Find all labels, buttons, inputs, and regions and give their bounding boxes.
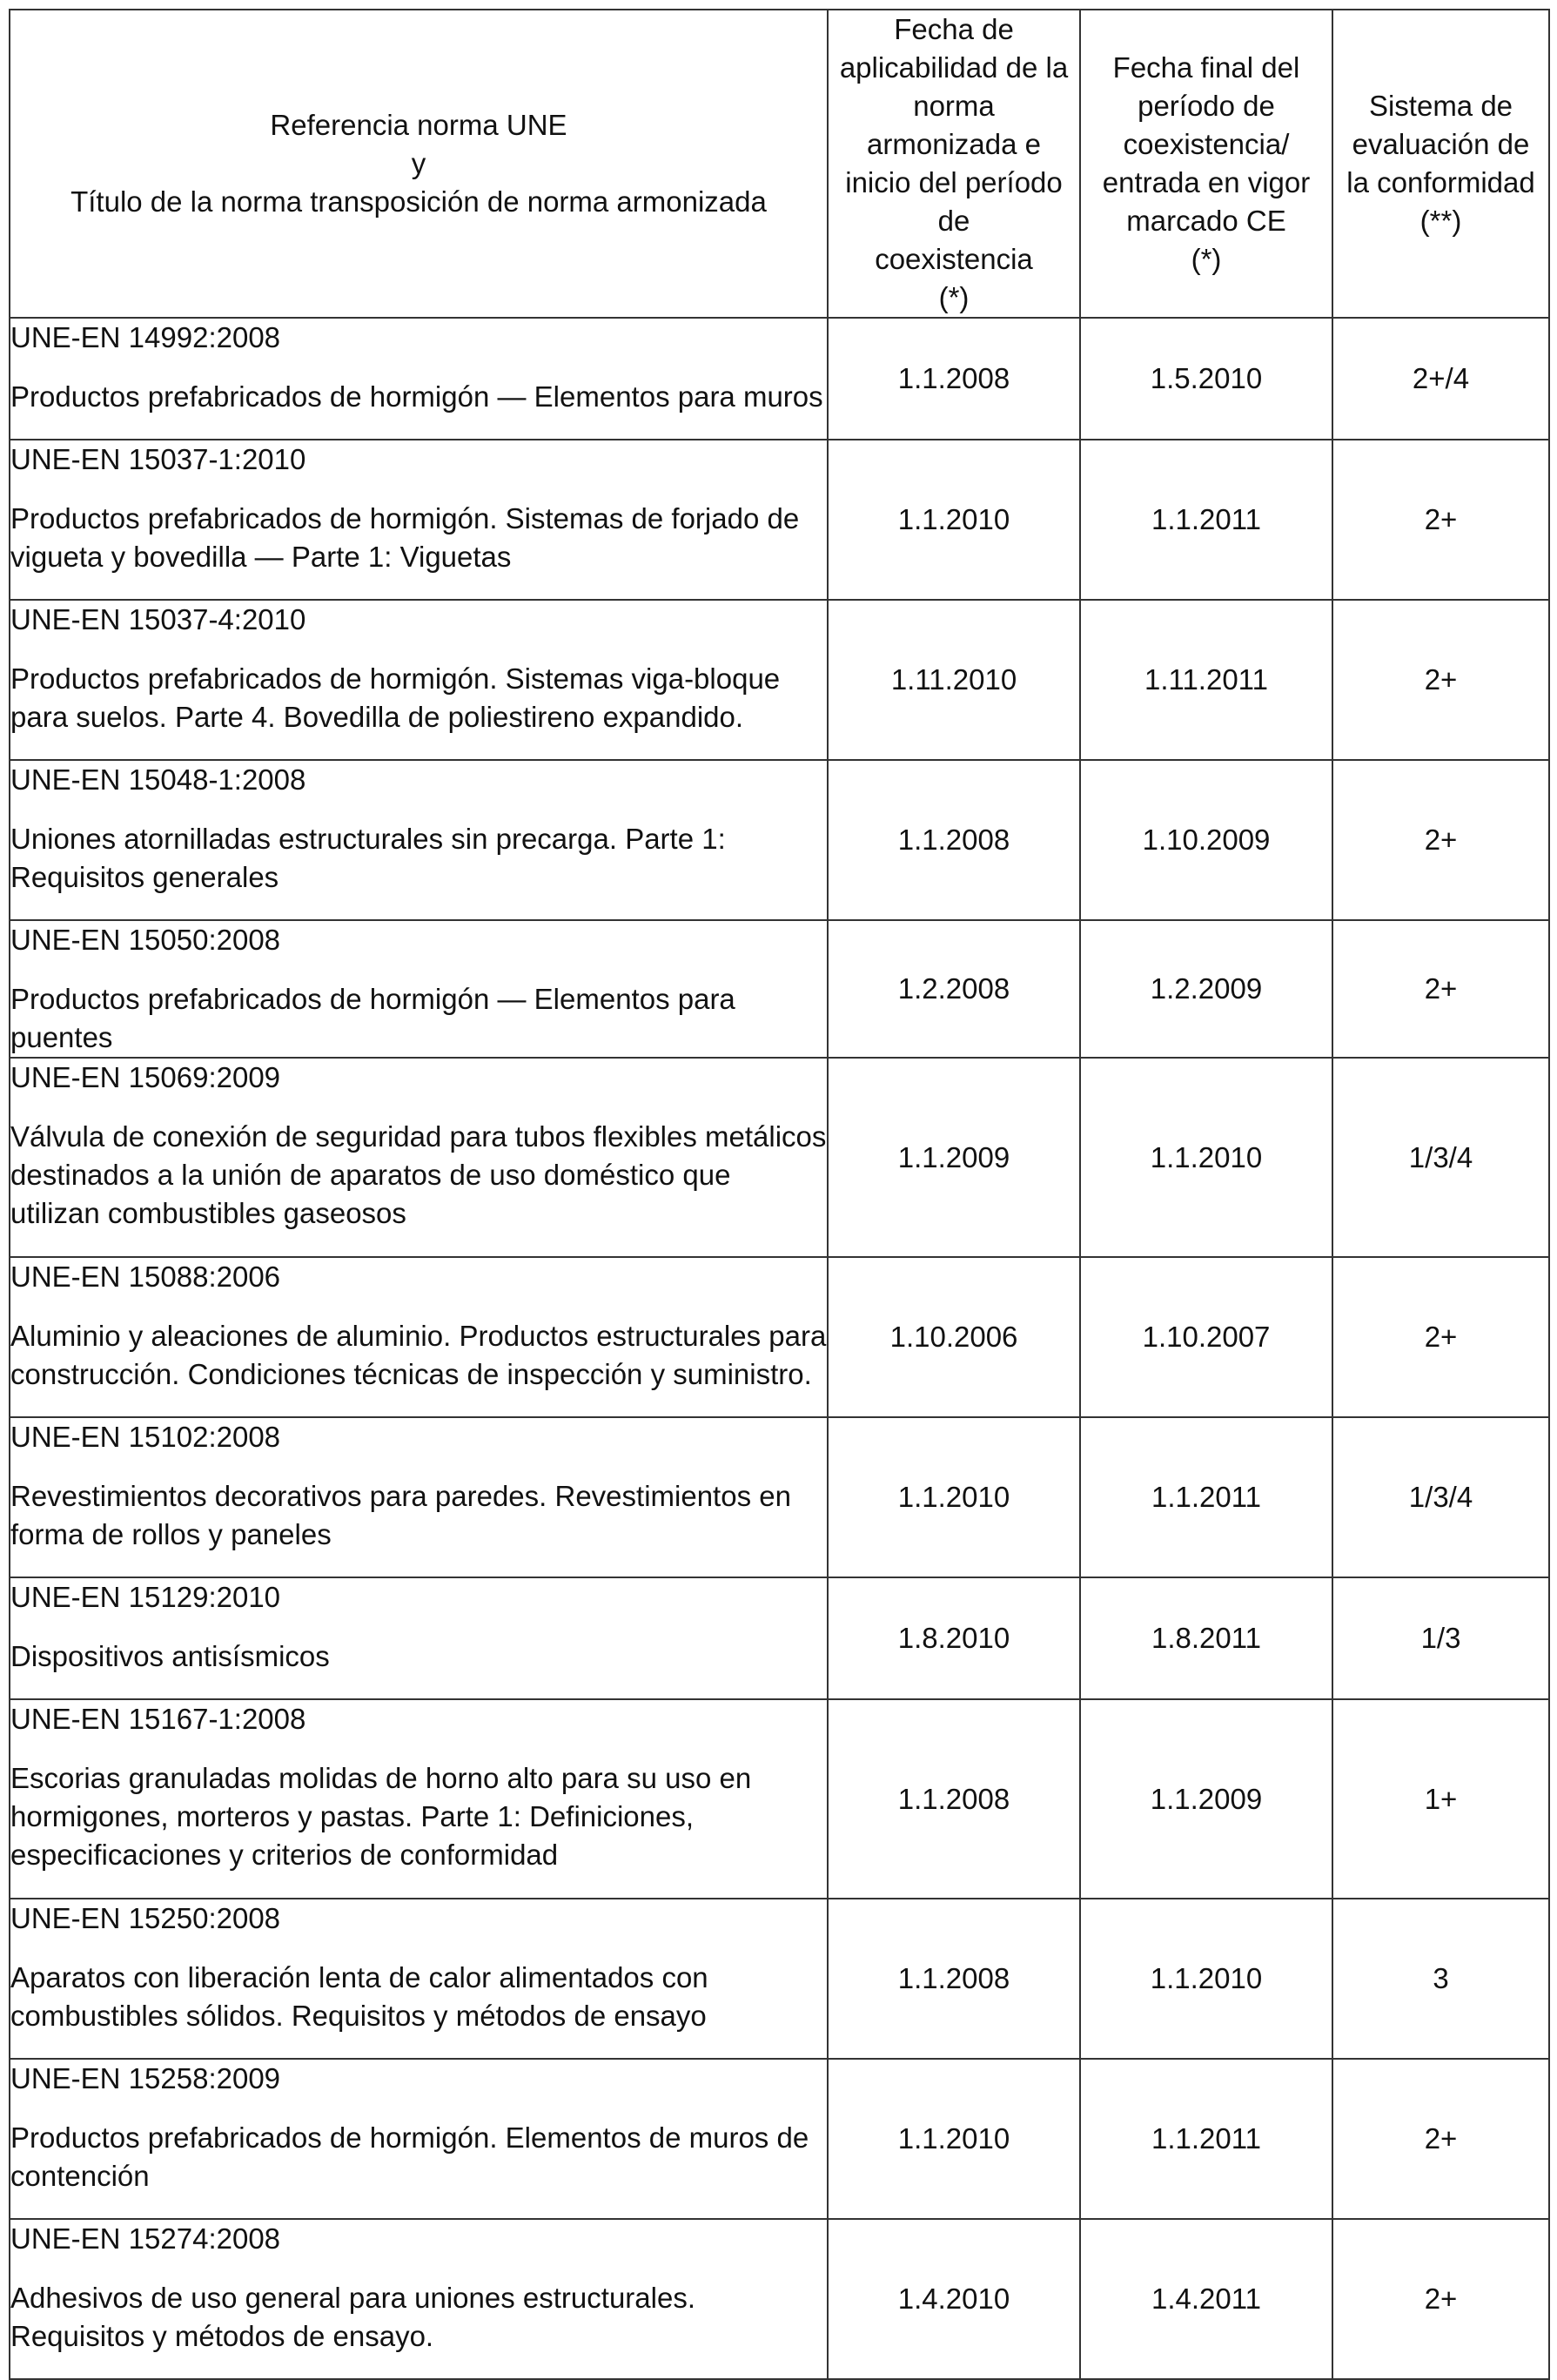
- standard-reference-cell: [10, 1058, 828, 1257]
- conformity-system-cell: 2+: [1332, 920, 1549, 1058]
- applicability-date-cell: 1.1.2008: [828, 1699, 1080, 1899]
- coexistence-end-date-cell: 1.10.2009: [1080, 760, 1332, 920]
- table-row: [10, 2059, 1549, 2219]
- conformity-system-cell: 2+: [1332, 2219, 1549, 2379]
- header-system-line: (**): [1419, 205, 1462, 237]
- header-conformity-system: [1332, 10, 1549, 318]
- conformity-system-cell: 2+: [1332, 2059, 1549, 2219]
- standard-reference-cell: [10, 1699, 828, 1899]
- header-reference-line: Título de la norma transposición de norma armonizada: [70, 185, 767, 218]
- standard-title: Productos prefabricados de hormigón. Sistemas de forjado de vigueta y bovedilla — Parte 1: Viguetas: [10, 502, 800, 573]
- standard-code: UNE-EN 15250:2008: [10, 1902, 281, 1934]
- coexistence-end-date-cell: 1.11.2011: [1080, 600, 1332, 760]
- standard-code: UNE-EN 15037-4:2010: [10, 603, 306, 635]
- standard-title: Adhesivos de uso general para uniones estructurales. Requisitos y métodos de ensayo.: [10, 2282, 695, 2352]
- conformity-system-cell: 1/3: [1332, 1577, 1549, 1699]
- coexistence-end-date-cell: 1.5.2010: [1080, 318, 1332, 440]
- standard-reference-cell: [10, 1417, 828, 1577]
- coexistence-end-date-cell: 1.8.2011: [1080, 1577, 1332, 1699]
- header-system-line: la conformidad: [1346, 166, 1535, 198]
- standard-code: UNE-EN 15167-1:2008: [10, 1703, 306, 1735]
- applicability-date-cell: 1.1.2010: [828, 2059, 1080, 2219]
- conformity-system-cell: 2+/4: [1332, 318, 1549, 440]
- conformity-system-cell: 2+: [1332, 760, 1549, 920]
- applicability-date-cell: 1.1.2008: [828, 1899, 1080, 2059]
- header-coexistence-end-date: [1080, 10, 1332, 318]
- table-row: [10, 1257, 1549, 1417]
- applicability-date-cell: 1.8.2010: [828, 1577, 1080, 1699]
- coexistence-end-date-cell: 1.1.2010: [1080, 1899, 1332, 2059]
- coexistence-end-date-cell: 1.10.2007: [1080, 1257, 1332, 1417]
- header-applicability-line: (*): [938, 281, 970, 313]
- standard-reference-cell: [10, 1577, 828, 1699]
- applicability-date-cell: 1.1.2008: [828, 760, 1080, 920]
- conformity-system-cell: 1/3/4: [1332, 1417, 1549, 1577]
- applicability-date-cell: 1.2.2008: [828, 920, 1080, 1058]
- standard-reference-cell: [10, 440, 828, 600]
- standard-reference-cell: [10, 318, 828, 440]
- header-applicability-date: [828, 10, 1080, 318]
- standard-title: Uniones atornilladas estructurales sin precarga. Parte 1: Requisitos generales: [10, 823, 726, 893]
- header-applicability-line: norma armonizada e: [867, 90, 1041, 160]
- applicability-date-cell: 1.1.2008: [828, 318, 1080, 440]
- standard-code: UNE-EN 15050:2008: [10, 924, 281, 956]
- applicability-date-cell: 1.4.2010: [828, 2219, 1080, 2379]
- table-body: [10, 318, 1549, 2379]
- header-end-line: coexistencia/: [1123, 128, 1290, 160]
- applicability-date-cell: 1.1.2009: [828, 1058, 1080, 1257]
- coexistence-end-date-cell: 1.1.2011: [1080, 1417, 1332, 1577]
- standard-title: Productos prefabricados de hormigón. Sistemas viga-bloque para suelos. Parte 4. Bovedilla de poliestireno expandido.: [10, 662, 781, 733]
- header-end-line: entrada en vigor: [1102, 166, 1311, 198]
- applicability-date-cell: 1.1.2010: [828, 1417, 1080, 1577]
- applicability-date-cell: 1.10.2006: [828, 1257, 1080, 1417]
- standard-reference-cell: [10, 760, 828, 920]
- table-row: [10, 440, 1549, 600]
- standard-title: Dispositivos antisísmicos: [10, 1640, 330, 1672]
- applicability-date-cell: 1.11.2010: [828, 600, 1080, 760]
- standard-code: UNE-EN 15258:2009: [10, 2062, 281, 2094]
- standard-code: UNE-EN 14992:2008: [10, 321, 281, 353]
- standard-code: UNE-EN 15048-1:2008: [10, 763, 306, 796]
- standard-title: Revestimientos decorativos para paredes. Revestimientos en forma de rollos y paneles: [10, 1480, 791, 1550]
- conformity-system-cell: 1+: [1332, 1699, 1549, 1899]
- standard-reference-cell: [10, 1899, 828, 2059]
- standard-reference-cell: [10, 1257, 828, 1417]
- standard-reference-cell: [10, 2219, 828, 2379]
- standard-code: UNE-EN 15069:2009: [10, 1061, 281, 1093]
- header-applicability-line: Fecha de: [894, 13, 1014, 45]
- standard-title: Aluminio y aleaciones de aluminio. Productos estructurales para construcción. Condiciones técnicas de inspección y suministro.: [10, 1320, 827, 1390]
- table-row: [10, 1699, 1549, 1899]
- standard-reference-cell: [10, 920, 828, 1058]
- table-row: [10, 1417, 1549, 1577]
- table-row: [10, 1899, 1549, 2059]
- coexistence-end-date-cell: 1.1.2011: [1080, 2059, 1332, 2219]
- standard-reference-cell: [10, 600, 828, 760]
- table-row: [10, 920, 1549, 1058]
- coexistence-end-date-cell: 1.1.2009: [1080, 1699, 1332, 1899]
- coexistence-end-date-cell: 1.2.2009: [1080, 920, 1332, 1058]
- header-applicability-line: inicio del período de: [845, 166, 1063, 237]
- standard-title: Productos prefabricados de hormigón — Elementos para muros: [10, 380, 823, 413]
- header-end-line: marcado CE: [1126, 205, 1286, 237]
- standard-title: Escorias granuladas molidas de horno alto para su uso en hormigones, morteros y pastas. Parte 1: Definiciones, especificaciones y criterios de conformidad: [10, 1762, 752, 1871]
- header-reference-line: y: [411, 147, 426, 179]
- conformity-system-cell: 1/3/4: [1332, 1058, 1549, 1257]
- header-applicability-line: aplicabilidad de la: [839, 51, 1069, 84]
- header-system-line: Sistema de: [1368, 90, 1513, 122]
- coexistence-end-date-cell: 1.1.2011: [1080, 440, 1332, 600]
- header-end-line: período de: [1138, 90, 1275, 122]
- header-applicability-line: coexistencia: [875, 243, 1033, 275]
- standard-code: UNE-EN 15129:2010: [10, 1581, 281, 1613]
- standard-title: Válvula de conexión de seguridad para tubos flexibles metálicos destinados a la unión de aparatos de uso doméstico que utilizan combustibles gaseosos: [10, 1120, 827, 1229]
- coexistence-end-date-cell: 1.4.2011: [1080, 2219, 1332, 2379]
- header-end-line: Fecha final del: [1112, 51, 1300, 84]
- applicability-date-cell: 1.1.2010: [828, 440, 1080, 600]
- harmonized-standards-table: [9, 9, 1550, 2380]
- coexistence-end-date-cell: 1.1.2010: [1080, 1058, 1332, 1257]
- conformity-system-cell: 2+: [1332, 600, 1549, 760]
- standard-code: UNE-EN 15088:2006: [10, 1261, 281, 1293]
- table-row: [10, 318, 1549, 440]
- header-end-line: (*): [1191, 243, 1222, 275]
- standard-code: UNE-EN 15102:2008: [10, 1421, 281, 1453]
- header-reference-line: Referencia norma UNE: [270, 109, 567, 141]
- table-row: [10, 1577, 1549, 1699]
- header-system-line: evaluación de: [1352, 128, 1530, 160]
- table-row: [10, 600, 1549, 760]
- table-row: [10, 1058, 1549, 1257]
- conformity-system-cell: 3: [1332, 1899, 1549, 2059]
- conformity-system-cell: 2+: [1332, 1257, 1549, 1417]
- standard-title: Productos prefabricados de hormigón. Elementos de muros de contención: [10, 2121, 809, 2192]
- standard-title: Aparatos con liberación lenta de calor alimentados con combustibles sólidos. Requisitos y métodos de ensayo: [10, 1961, 708, 2032]
- standard-reference-cell: [10, 2059, 828, 2219]
- table-row: [10, 760, 1549, 920]
- standard-code: UNE-EN 15274:2008: [10, 2222, 281, 2255]
- standard-code: UNE-EN 15037-1:2010: [10, 443, 306, 475]
- table-header-row: [10, 10, 1549, 318]
- table-row: [10, 2219, 1549, 2379]
- header-reference: [10, 10, 828, 318]
- conformity-system-cell: 2+: [1332, 440, 1549, 600]
- standard-title: Productos prefabricados de hormigón — Elementos para puentes: [10, 983, 735, 1053]
